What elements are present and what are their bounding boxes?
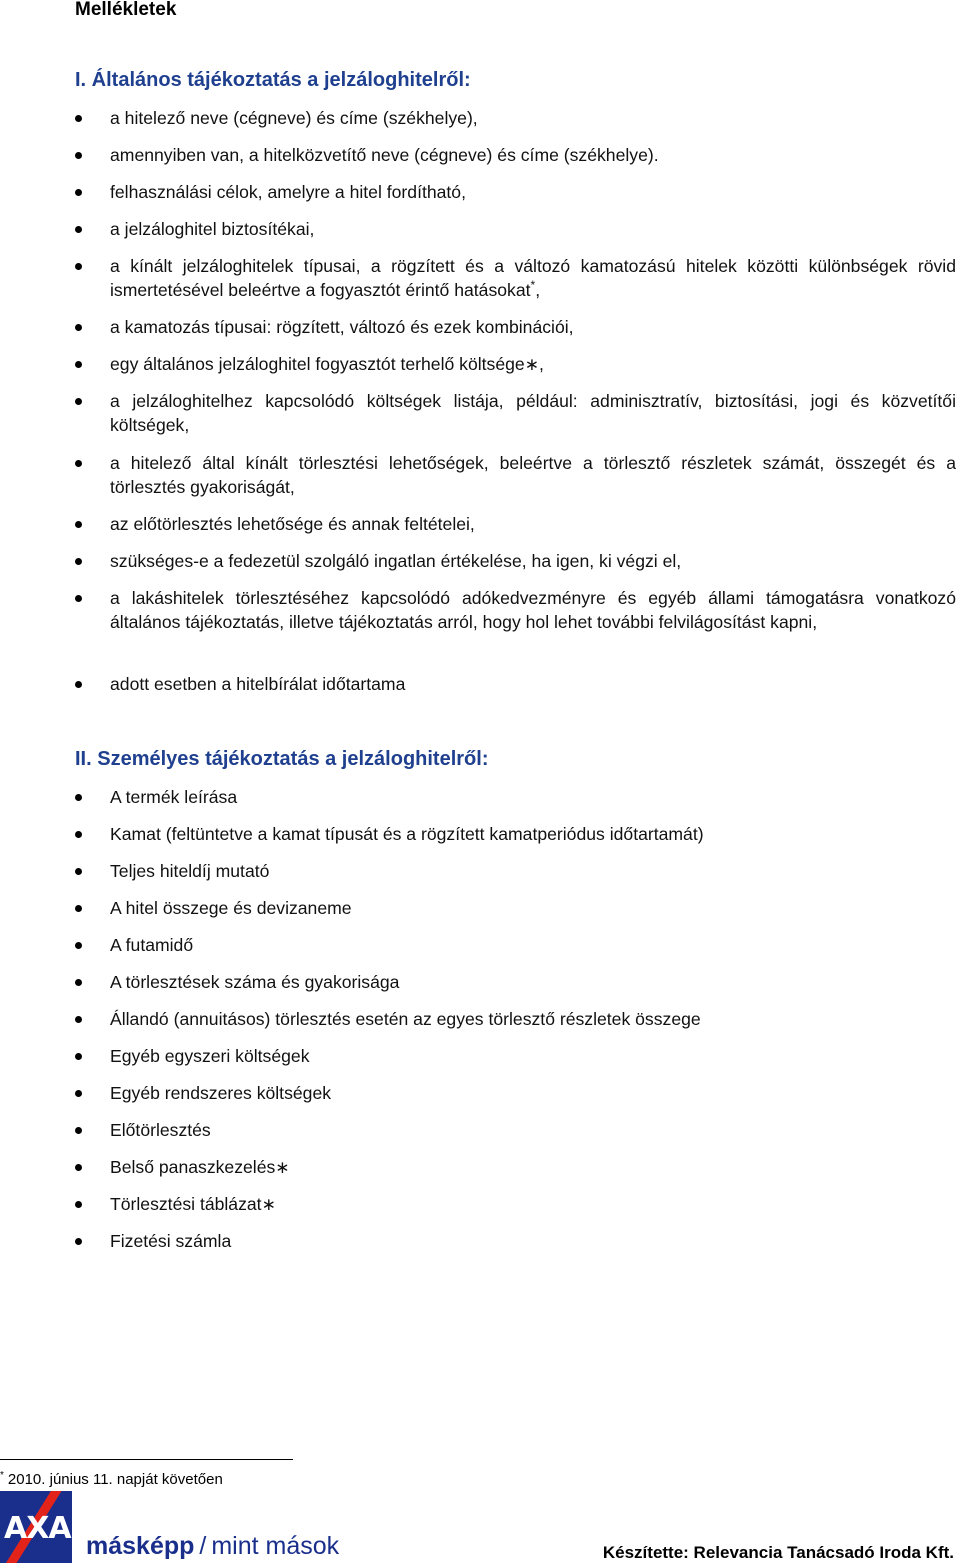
bullet-icon [75, 521, 82, 528]
bullet-icon [75, 1201, 82, 1208]
list-item-text [110, 1192, 956, 1217]
section-2-title: II. Személyes tájékoztatás a jelzáloghitelről: [75, 748, 489, 770]
list-item-text: Egyéb egyszeri költségek [110, 1046, 310, 1066]
bullet-icon [75, 189, 82, 196]
list-item-text: Fizetési számla [110, 1231, 232, 1251]
trailing-comma: , [538, 354, 544, 374]
bullet-icon [75, 1127, 82, 1134]
section-1-title: I. Általános tájékoztatás a jelzáloghitelről: [75, 69, 471, 91]
footnote [0, 1471, 223, 1489]
list-item-text: Állandó (annuitásos) törlesztés esetén az egyes törlesztő részletek összege [110, 1009, 701, 1029]
list-item-text: adott esetben a hitelbírálat időtartama [110, 674, 406, 694]
bullet-icon [75, 361, 82, 368]
author-credit: Készítette: Relevancia Tanácsadó Iroda Kft. [602, 1543, 954, 1562]
list-item-text: a hitelező neve (cégneve) és címe (székhelye), [110, 108, 478, 128]
list-item-text [110, 254, 956, 303]
bullet-icon [75, 1090, 82, 1097]
bullet-icon [75, 595, 82, 602]
bullet-icon [75, 1053, 82, 1060]
list-item-text: Előtörlesztés [110, 1120, 211, 1140]
bullet-icon [75, 152, 82, 159]
footnote-mark: * [0, 1470, 4, 1481]
list-item-text: a jelzáloghitel biztosítékai, [110, 219, 315, 239]
list-item-text: Egyéb rendszeres költségek [110, 1083, 332, 1103]
list-item-text: a hitelező által kínált törlesztési lehetőségek, beleértve a törlesztő részletek számát, összegét és a törlesztés gyakoriságát, [110, 453, 956, 498]
footnote-marker: * [530, 278, 536, 293]
footnote-divider [0, 1459, 293, 1460]
list-item-text-main: Belső panaszkezelés [110, 1157, 276, 1177]
list-item-text-main: egy általános jelzáloghitel fogyasztót terhelő költsége [110, 354, 525, 374]
logo-text: AXA [4, 1511, 71, 1546]
axa-logo [0, 1491, 72, 1563]
footnote-marker: ∗ [261, 1195, 276, 1214]
slogan [86, 1531, 339, 1561]
slogan-separator: / [199, 1532, 207, 1560]
page-heading: Mellékletek [75, 0, 177, 20]
bullet-icon [75, 460, 82, 467]
bullet-icon [75, 1238, 82, 1245]
slogan-part1: másképp [86, 1532, 195, 1560]
bullet-icon [75, 226, 82, 233]
list-item-text: amennyiben van, a hitelközvetítő neve (cégneve) és címe (székhelye). [110, 145, 659, 165]
bullet-icon [75, 263, 82, 270]
list-item-text: Teljes hiteldíj mutató [110, 861, 270, 881]
list-item-text: Kamat (feltüntetve a kamat típusát és a rögzített kamatperiódus időtartamát) [110, 824, 704, 844]
bullet-icon [75, 942, 82, 949]
footnote-text: 2010. június 11. napját követően [7, 1471, 223, 1488]
trailing-comma: , [535, 280, 541, 301]
bullet-icon [75, 905, 82, 912]
bullet-icon [75, 115, 82, 122]
list-item-text: a kamatozás típusai: rögzített, változó és ezek kombinációi, [110, 317, 574, 337]
list-item-text: a jelzáloghitelhez kapcsolódó költségek listája, például: adminisztratív, biztosítási, jogi és közvetítői költségek, [110, 391, 956, 436]
bullet-icon [75, 558, 82, 565]
bullet-icon [75, 398, 82, 405]
list-item-text: az előtörlesztés lehetősége és annak feltételei, [110, 514, 475, 534]
list-item-text: A termék leírása [110, 787, 238, 807]
list-item-text: A hitel összege és devizaneme [110, 898, 352, 918]
bullet-icon [75, 794, 82, 801]
bullet-icon [75, 324, 82, 331]
list-item-text [110, 352, 956, 377]
list-item-text: a lakáshitelek törlesztéséhez kapcsolódó adókedvezményre és egyéb állami támogatásra vonatkozó általános tájékoztatás, illetve tájékoztatás arról, hogy hol lehet további felvilágosítást kapni, [110, 588, 956, 633]
list-item-text-main: Törlesztési táblázat [110, 1194, 262, 1214]
footnote-marker: ∗ [524, 355, 539, 374]
bullet-icon [75, 1164, 82, 1171]
footnote-marker: ∗ [275, 1158, 290, 1177]
list-item-text-main: a kínált jelzáloghitelek típusai, a rögzített és a változó kamatozású hitelek közötti különbségek rövid ismertetésével beleértve a fogyasztót érintő hatásokat [110, 256, 956, 301]
list-item-text: szükséges-e a fedezetül szolgáló ingatlan értékelése, ha igen, ki végzi el, [110, 551, 682, 571]
list-item-text [110, 1155, 956, 1180]
list-item-text: A törlesztések száma és gyakorisága [110, 972, 400, 992]
list-item-text: felhasználási célok, amelyre a hitel fordítható, [110, 182, 466, 202]
bullet-icon [75, 681, 82, 688]
bullet-icon [75, 868, 82, 875]
bullet-icon [75, 831, 82, 838]
bullet-icon [75, 1016, 82, 1023]
list-item-text: A futamidő [110, 935, 194, 955]
slogan-part2: mint mások [211, 1532, 340, 1560]
bullet-icon [75, 979, 82, 986]
